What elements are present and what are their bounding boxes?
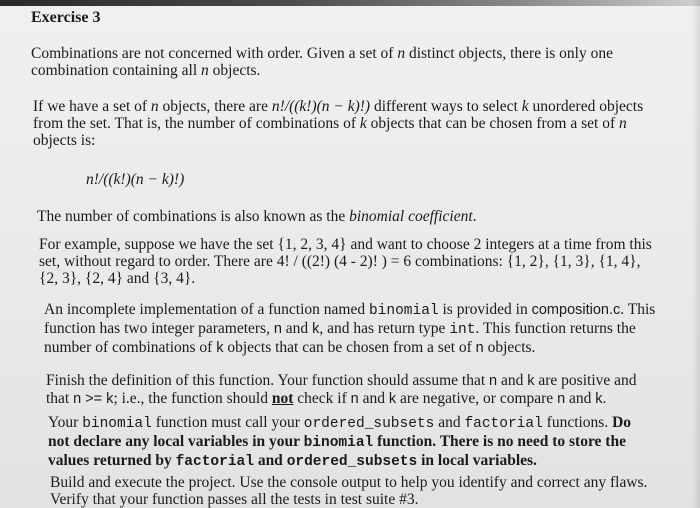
paragraph-binomial-coefficient: The number of combinations is also known as the binomial coefficient. [37, 208, 477, 225]
paragraph-example: For example, suppose we have the set {1, 2, 3, 4} and want to choose 2 integers at a time from this set, without regard to order. There are 4! / ((2!) (4 - 2)! ) = 6 combinations: {1, 2}, {1, 3}, {1, 4}, {2, 3}, {2, 4} and {3, 4}. [39, 236, 652, 287]
paragraph-function-requirements: Your binomial function must call your ordered_subsets and factorial functions. Do not declare any local variables in your binomial function. There is no need to store the values returned by factorial and ordered_subsets in local variables. [48, 414, 632, 470]
paragraph-build-execute: Build and execute the project. Use the console output to help you identify and correct any flaws. Verify that your function passes all the tests in test suite #3. [50, 474, 648, 508]
top-edge-shadow [0, 0, 700, 6]
filename: composition.c [531, 302, 621, 318]
display-formula: n!/((k!)(n − k)!) [86, 171, 185, 188]
paragraph-combination-count: If we have a set of n objects, there are n!/((k!)(n − k)!) different ways to select k unordered objects from the set. That is, the number of combinations of k objects that can be chosen from a set of n objects is: [33, 98, 644, 149]
paragraph-incomplete-implementation: An incomplete implementation of a function named binomial is provided in composition.c. This function has two integer parameters, n and k, and has return type int. This function returns the number of combinations of k objects that can be chosen from a set of n objects. [44, 301, 656, 356]
paragraph-finish-definition: Finish the definition of this function. Your function should assume that n and k are positive and that n >= k; i.e., the function should not check if n and k are negative, or compare n and k. [46, 372, 637, 407]
right-edge-shadow [692, 0, 700, 508]
paragraph-combinations-order: Combinations are not concerned with order. Given a set of n distinct objects, there is only one combination containing all n objects. [31, 45, 613, 79]
exercise-title: Exercise 3 [31, 9, 101, 26]
inline-formula: n!/((k!)(n − k)!) [271, 98, 371, 115]
